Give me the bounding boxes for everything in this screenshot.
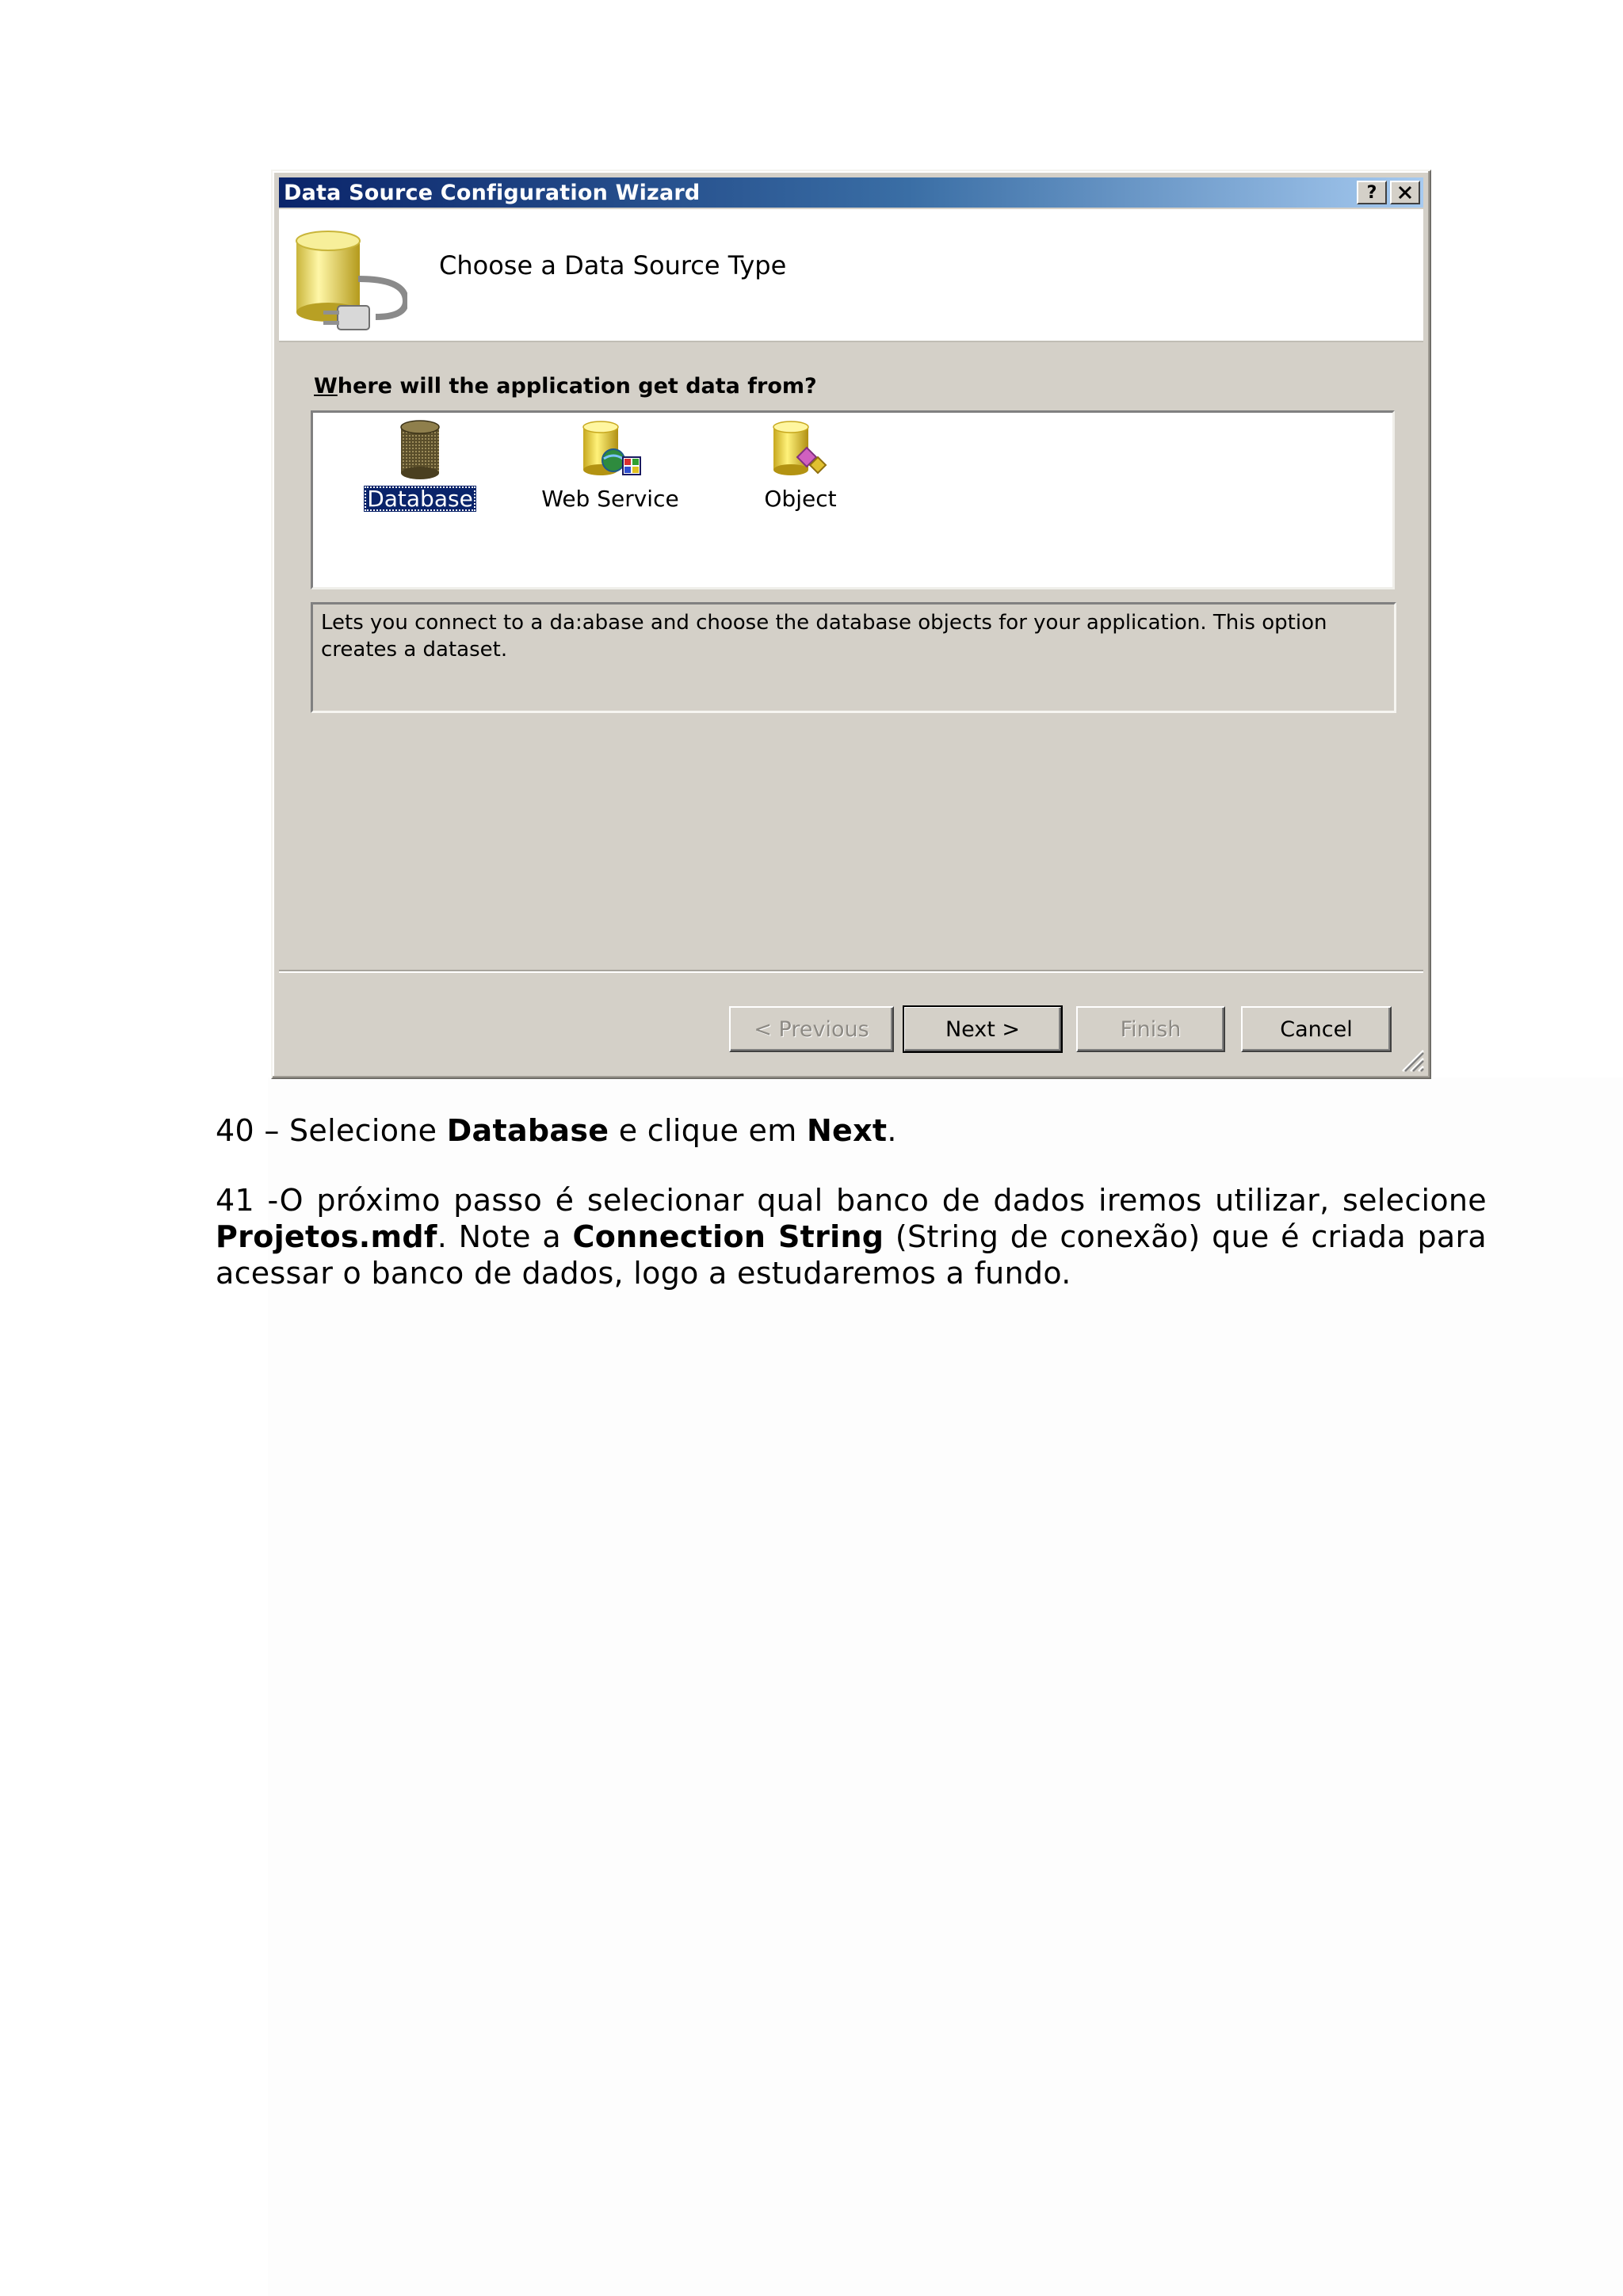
- step40-middle: e clique em: [609, 1113, 807, 1148]
- question-text: here will the application get data from?: [337, 374, 817, 399]
- data-source-list[interactable]: [311, 410, 1395, 589]
- step41-prefix: 41 -O próximo passo é selecionar qual banco de dados iremos utilizar, selecione: [216, 1183, 1487, 1218]
- data-source-wizard-dialog: [271, 170, 1431, 1079]
- list-item-web-service[interactable]: [527, 413, 693, 532]
- step40-bold-next: Next: [806, 1113, 888, 1148]
- page-title: Choose a Data Source Type: [439, 250, 787, 280]
- question-mnemonic: W: [314, 374, 338, 399]
- button-separator: [279, 970, 1423, 973]
- next-button[interactable]: Next >: [903, 1006, 1062, 1052]
- step-40-paragraph: [216, 1112, 1487, 1149]
- database-plug-icon: [288, 223, 407, 334]
- step40-prefix: 40 – Selecione: [216, 1113, 447, 1148]
- step41-bold-connection-string: Connection String: [572, 1219, 884, 1254]
- step41-suffix: (String de conexão) que é criada para acessar o banco de dados, logo a estudaremos a fundo.: [216, 1219, 1487, 1291]
- step40-suffix: .: [887, 1113, 897, 1148]
- list-item-database[interactable]: [337, 413, 503, 532]
- resize-grip-icon[interactable]: [1396, 1044, 1425, 1073]
- close-icon: [1398, 185, 1412, 200]
- database-icon: [396, 419, 444, 481]
- step40-bold-database: Database: [446, 1113, 609, 1148]
- previous-button[interactable]: < Previous: [729, 1006, 894, 1052]
- web-service-icon: [579, 419, 642, 481]
- cancel-button[interactable]: Cancel: [1241, 1006, 1392, 1052]
- step-41-paragraph: [216, 1182, 1487, 1291]
- list-item-object[interactable]: [717, 413, 884, 532]
- item-label-database: Database: [364, 486, 476, 512]
- source-question-label: [314, 374, 817, 399]
- step41-middle: . Note a: [437, 1219, 573, 1254]
- item-label-object: Object: [764, 486, 837, 512]
- finish-button[interactable]: Finish: [1076, 1006, 1225, 1052]
- item-label-web-service: Web Service: [541, 486, 679, 512]
- window-title: Data Source Configuration Wizard: [284, 180, 701, 205]
- close-button[interactable]: [1390, 181, 1420, 204]
- wizard-header: [279, 209, 1423, 342]
- title-bar[interactable]: [279, 177, 1423, 208]
- object-icon: [769, 419, 832, 481]
- description-box: Lets you connect to a da:abase and choose the database objects for your application. This option creates a dataset.: [311, 602, 1396, 713]
- step41-bold-filename: Projetos.mdf: [216, 1219, 437, 1254]
- help-button[interactable]: ?: [1357, 181, 1387, 204]
